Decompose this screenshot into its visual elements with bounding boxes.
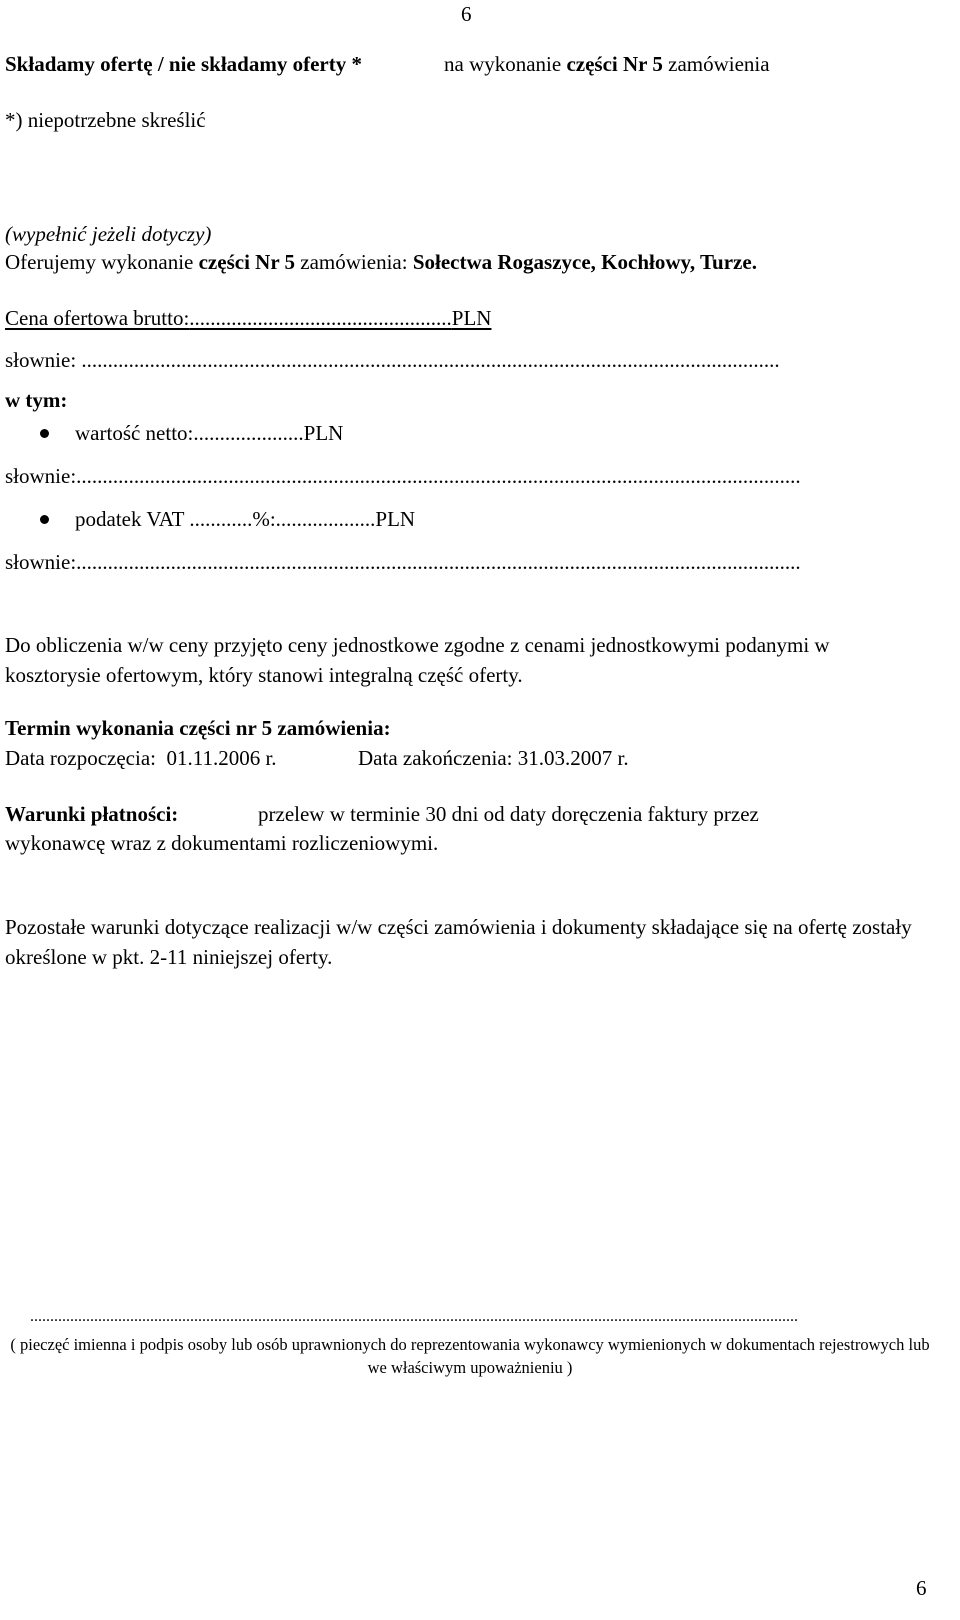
- offer-heading-rest-bold: części Nr 5: [566, 52, 663, 76]
- net-value-currency: PLN: [303, 421, 344, 445]
- net-value-dots: .....................: [193, 421, 304, 445]
- start-date-value: 01.11.2006 r.: [166, 746, 277, 770]
- breakdown-label: w tym:: [5, 388, 68, 412]
- payment-text-2: wykonawcę wraz z dokumentami rozliczeniowymi.: [5, 831, 439, 855]
- offer-heading-rest-2: zamówienia: [662, 52, 770, 76]
- end-date-label: Data zakończenia:: [358, 746, 513, 770]
- unit-prices-paragraph: Do obliczenia w/w ceny przyjęto ceny jednostkowe zgodne z cenami jednostkowymi podanymi w kosztorysie ofertowym, który stanowi integralną część oferty.: [5, 633, 830, 687]
- page-number-top: 6: [461, 2, 472, 26]
- signature-caption: ( pieczęć imienna i podpis osoby lub osób uprawnionych do reprezentowania wykonawcy wymienionych w dokumentach rejestrowych lub we właściwym upoważnieniu ): [10, 1335, 930, 1377]
- gross-price-line: [5, 306, 491, 331]
- net-value-words: słownie:..........................................................................................................................................: [5, 464, 801, 488]
- start-date-line: [5, 746, 277, 771]
- gross-price-currency: PLN: [451, 306, 492, 330]
- net-value-item: [40, 421, 343, 446]
- vat-currency: PLN: [375, 507, 416, 531]
- offer-heading-rest-1: na wykonanie: [444, 52, 567, 76]
- vat-amount-dots: ...................: [275, 507, 376, 531]
- vat-item: [40, 507, 415, 532]
- offer-scope-villages: Sołectwa Rogaszyce, Kochłowy, Turze.: [412, 250, 757, 274]
- gross-price-label: Cena ofertowa brutto:: [5, 306, 190, 330]
- net-value-label: wartość netto:: [75, 421, 194, 445]
- offer-scope-text-1: Oferujemy wykonanie: [5, 250, 199, 274]
- payment-label: Warunki płatności:: [5, 802, 179, 826]
- schedule-heading: Termin wykonania części nr 5 zamówienia:: [5, 716, 391, 740]
- vat-words: słownie:..........................................................................................................................................: [5, 550, 801, 574]
- offer-heading-bold: Składamy ofertę / nie składamy oferty *: [5, 52, 362, 76]
- gross-price-words: słownie: .....................................................................................................................................: [5, 348, 780, 372]
- bullet-icon: [40, 515, 49, 524]
- vat-label: podatek VAT: [75, 507, 185, 531]
- gross-price-dots: ..................................................: [189, 306, 452, 330]
- offer-scope-text-2: zamówienia:: [295, 250, 413, 274]
- other-conditions-paragraph: Pozostałe warunki dotyczące realizacji w/w części zamówienia i dokumenty składające się na ofertę zostały określone w pkt. 2-11 niniejszej oferty.: [5, 915, 912, 969]
- payment-text-1: przelew w terminie 30 dni od daty doręczenia faktury przez: [258, 802, 759, 826]
- end-date-value: 31.03.2007 r.: [517, 746, 629, 770]
- offer-heading: [5, 52, 362, 77]
- offer-scope-part: części Nr 5: [198, 250, 296, 274]
- start-date-label: Data rozpoczęcia:: [5, 746, 156, 770]
- offer-scope-line: [5, 250, 757, 275]
- italic-note: (wypełnić jeżeli dotyczy): [5, 222, 212, 246]
- bullet-icon: [40, 429, 49, 438]
- footnote-strike: *) niepotrzebne skreślić: [5, 108, 206, 132]
- offer-heading-rest: [444, 52, 770, 77]
- vat-percent-dots: ............%:: [189, 507, 276, 531]
- signature-line: ................................................................................................................................................................................................: [30, 1308, 798, 1325]
- end-date-line: [358, 746, 629, 771]
- page-number-bottom: 6: [916, 1576, 927, 1600]
